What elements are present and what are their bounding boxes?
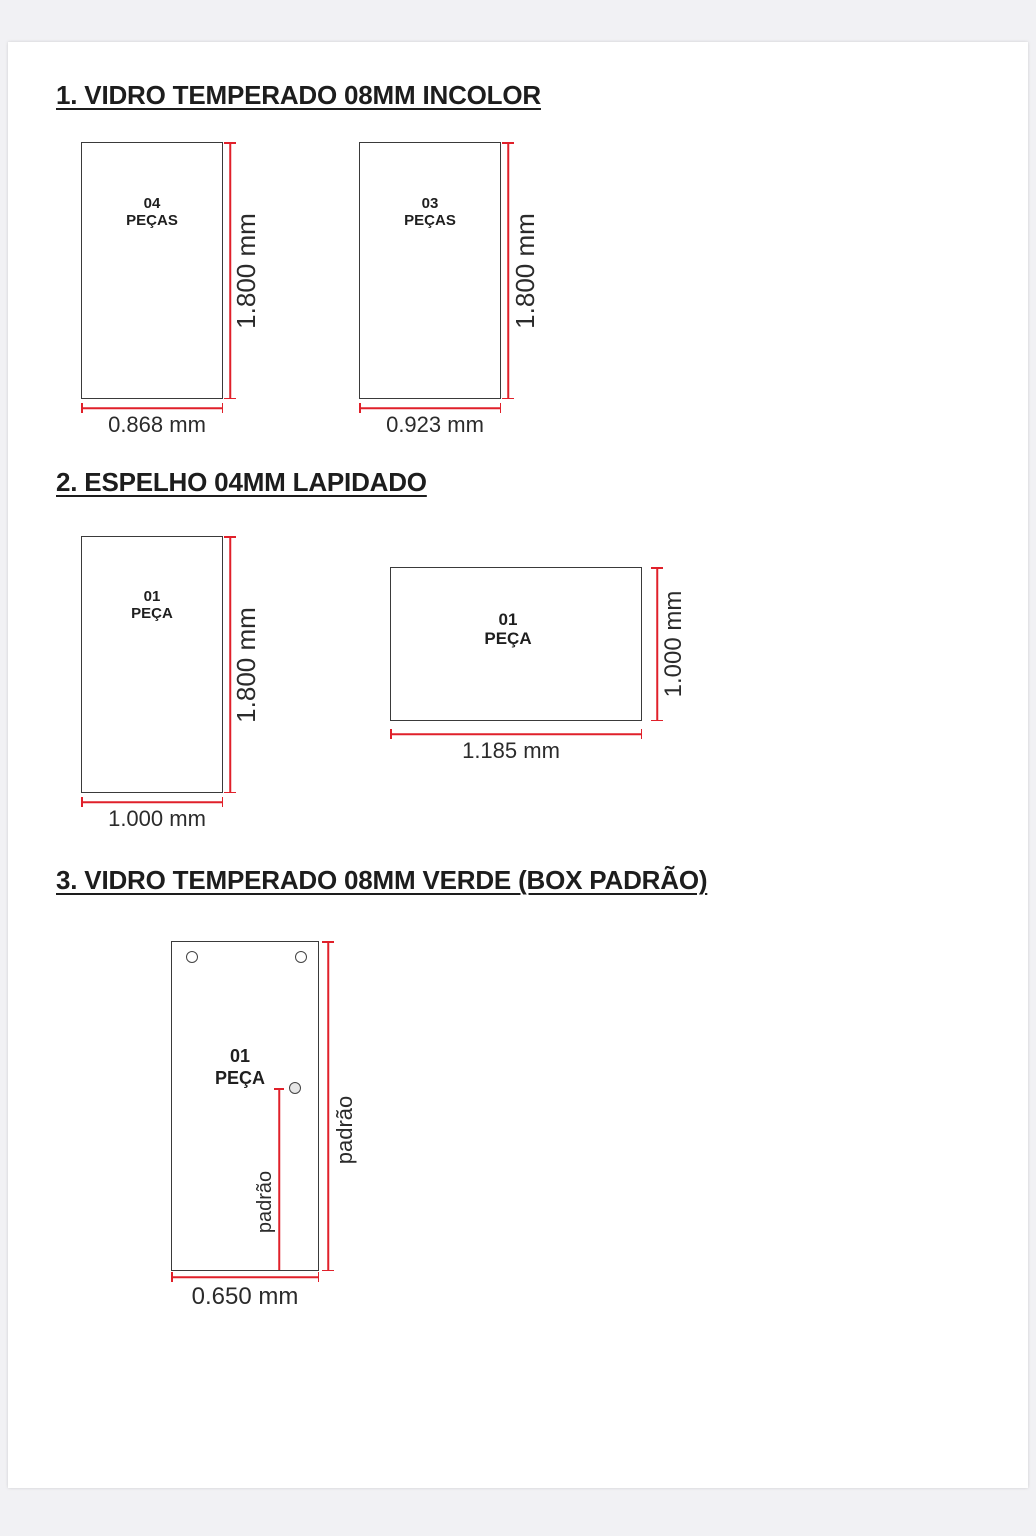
handle-hole: [289, 1082, 301, 1094]
quantity-unit: PEÇAS: [404, 212, 456, 229]
width-label: 0.650 mm: [191, 1283, 299, 1310]
panel-quantity: [200, 1045, 280, 1089]
height-label: 1.000 mm: [660, 590, 687, 698]
panel-quantity: [359, 195, 501, 229]
handle-height-label: padrão: [254, 1170, 276, 1234]
section-title-2: 2. ESPELHO 04MM LAPIDADO: [56, 467, 427, 497]
height-label: padrão: [332, 1095, 357, 1165]
height-label: 1.800 mm: [231, 213, 261, 329]
quantity-unit: PEÇAS: [126, 212, 178, 229]
mirror-panel: [81, 536, 223, 793]
width-label: 0.923 mm: [386, 412, 484, 437]
glass-panel: [359, 142, 501, 399]
panel-quantity: [81, 588, 223, 622]
height-label: 1.800 mm: [231, 607, 261, 723]
height-label: 1.800 mm: [510, 213, 540, 329]
section-title-3: 3. VIDRO TEMPERADO 08MM VERDE (BOX PADRÃO): [56, 865, 708, 895]
width-label: 1.185 mm: [462, 738, 560, 763]
quantity-number: 01: [498, 610, 518, 629]
width-label: 1.000 mm: [108, 806, 206, 831]
hole-top-right: [295, 951, 307, 963]
width-dimension-line: [171, 1272, 319, 1282]
panel-quantity: [390, 610, 626, 648]
panel-quantity: [81, 195, 223, 229]
section-title-1: 1. VIDRO TEMPERADO 08MM INCOLOR: [56, 80, 541, 110]
quantity-number: 04: [143, 195, 161, 212]
width-label: 0.868 mm: [108, 412, 206, 437]
quantity-unit: PEÇA: [484, 629, 532, 648]
quantity-number: 01: [143, 588, 161, 605]
quantity-unit: PEÇA: [214, 1068, 265, 1088]
quantity-unit: PEÇA: [131, 605, 173, 622]
quantity-number: 03: [421, 195, 439, 212]
quantity-number: 01: [229, 1046, 251, 1066]
box-glass-panel: [171, 941, 319, 1271]
glass-panel: [81, 142, 223, 399]
hole-top-left: [186, 951, 198, 963]
